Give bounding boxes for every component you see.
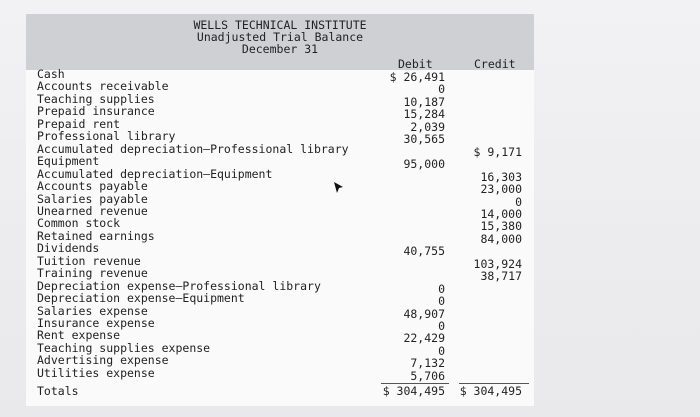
totals-debit: $ 304,495 <box>382 384 445 398</box>
debit-amount: 95,000 <box>403 157 445 172</box>
account-name: Salaries payable <box>37 191 148 206</box>
credit-amount: 84,000 <box>480 231 522 246</box>
credit-amount: 0 <box>515 194 522 209</box>
totals-label: Totals <box>37 384 79 398</box>
report-date: December 31 <box>241 42 319 56</box>
account-name: Teaching supplies expense <box>37 340 211 355</box>
account-name: Dividends <box>37 241 100 256</box>
account-name: Cash <box>37 67 65 81</box>
debit-amount: 48,907 <box>403 306 445 321</box>
credit-amount: 16,303 <box>480 169 522 184</box>
credit-amount: $ 9,171 <box>473 144 522 159</box>
debit-amount: 7,132 <box>410 356 445 371</box>
account-name: Accounts payable <box>37 179 148 194</box>
debit-amount: 0 <box>438 82 445 97</box>
account-name: Accumulated depreciation—Professional library <box>37 141 349 156</box>
account-name: Utilities expense <box>37 365 155 380</box>
account-name: Professional library <box>37 129 176 144</box>
account-name: Advertising expense <box>37 353 169 368</box>
debit-amount: 0 <box>438 319 445 333</box>
credit-amount: 23,000 <box>480 182 522 197</box>
debit-amount: 40,755 <box>403 244 445 259</box>
account-name: Equipment <box>37 154 100 169</box>
account-name: Unearned revenue <box>37 203 148 218</box>
credit-column-header: Credit <box>474 57 516 71</box>
account-name: Insurance expense <box>37 316 155 330</box>
totals-credit: $ 304,495 <box>459 384 522 398</box>
mouse-cursor-icon <box>333 181 345 195</box>
account-name: Teaching supplies <box>37 91 155 106</box>
debit-amount: 0 <box>438 294 445 309</box>
credit-amount: 14,000 <box>480 206 522 221</box>
debit-amount: 22,429 <box>403 331 445 346</box>
credit-amount: 38,717 <box>480 269 522 284</box>
debit-amount: 2,039 <box>410 119 445 134</box>
debit-amount: $ 26,491 <box>389 70 445 84</box>
debit-amount: 0 <box>438 343 445 358</box>
credit-amount: 103,924 <box>473 256 522 271</box>
company-name: WELLS TECHNICAL INSTITUTE <box>193 18 367 32</box>
account-name: Depreciation expense—Equipment <box>37 291 245 306</box>
account-name: Accumulated depreciation—Equipment <box>37 166 273 181</box>
account-name: Accounts receivable <box>37 79 169 94</box>
account-name: Tuition revenue <box>37 253 141 268</box>
credit-amount: 15,380 <box>480 219 522 234</box>
debit-amount: 0 <box>438 281 445 296</box>
debit-column-header: Debit <box>398 57 433 71</box>
account-name: Salaries expense <box>37 303 148 318</box>
report-name: Unadjusted Trial Balance <box>196 30 364 44</box>
account-name: Prepaid insurance <box>37 104 155 119</box>
debit-amount: 5,706 <box>410 368 445 383</box>
debit-amount: 30,565 <box>403 132 445 147</box>
account-name: Prepaid rent <box>37 116 121 131</box>
account-name: Common stock <box>37 216 121 231</box>
debit-amount: 15,284 <box>403 107 445 122</box>
account-name: Training revenue <box>37 266 148 281</box>
account-name: Rent expense <box>37 328 121 343</box>
debit-amount: 10,187 <box>403 94 445 109</box>
account-name: Depreciation expense—Professional library <box>37 278 321 293</box>
account-name: Retained earnings <box>37 228 155 243</box>
